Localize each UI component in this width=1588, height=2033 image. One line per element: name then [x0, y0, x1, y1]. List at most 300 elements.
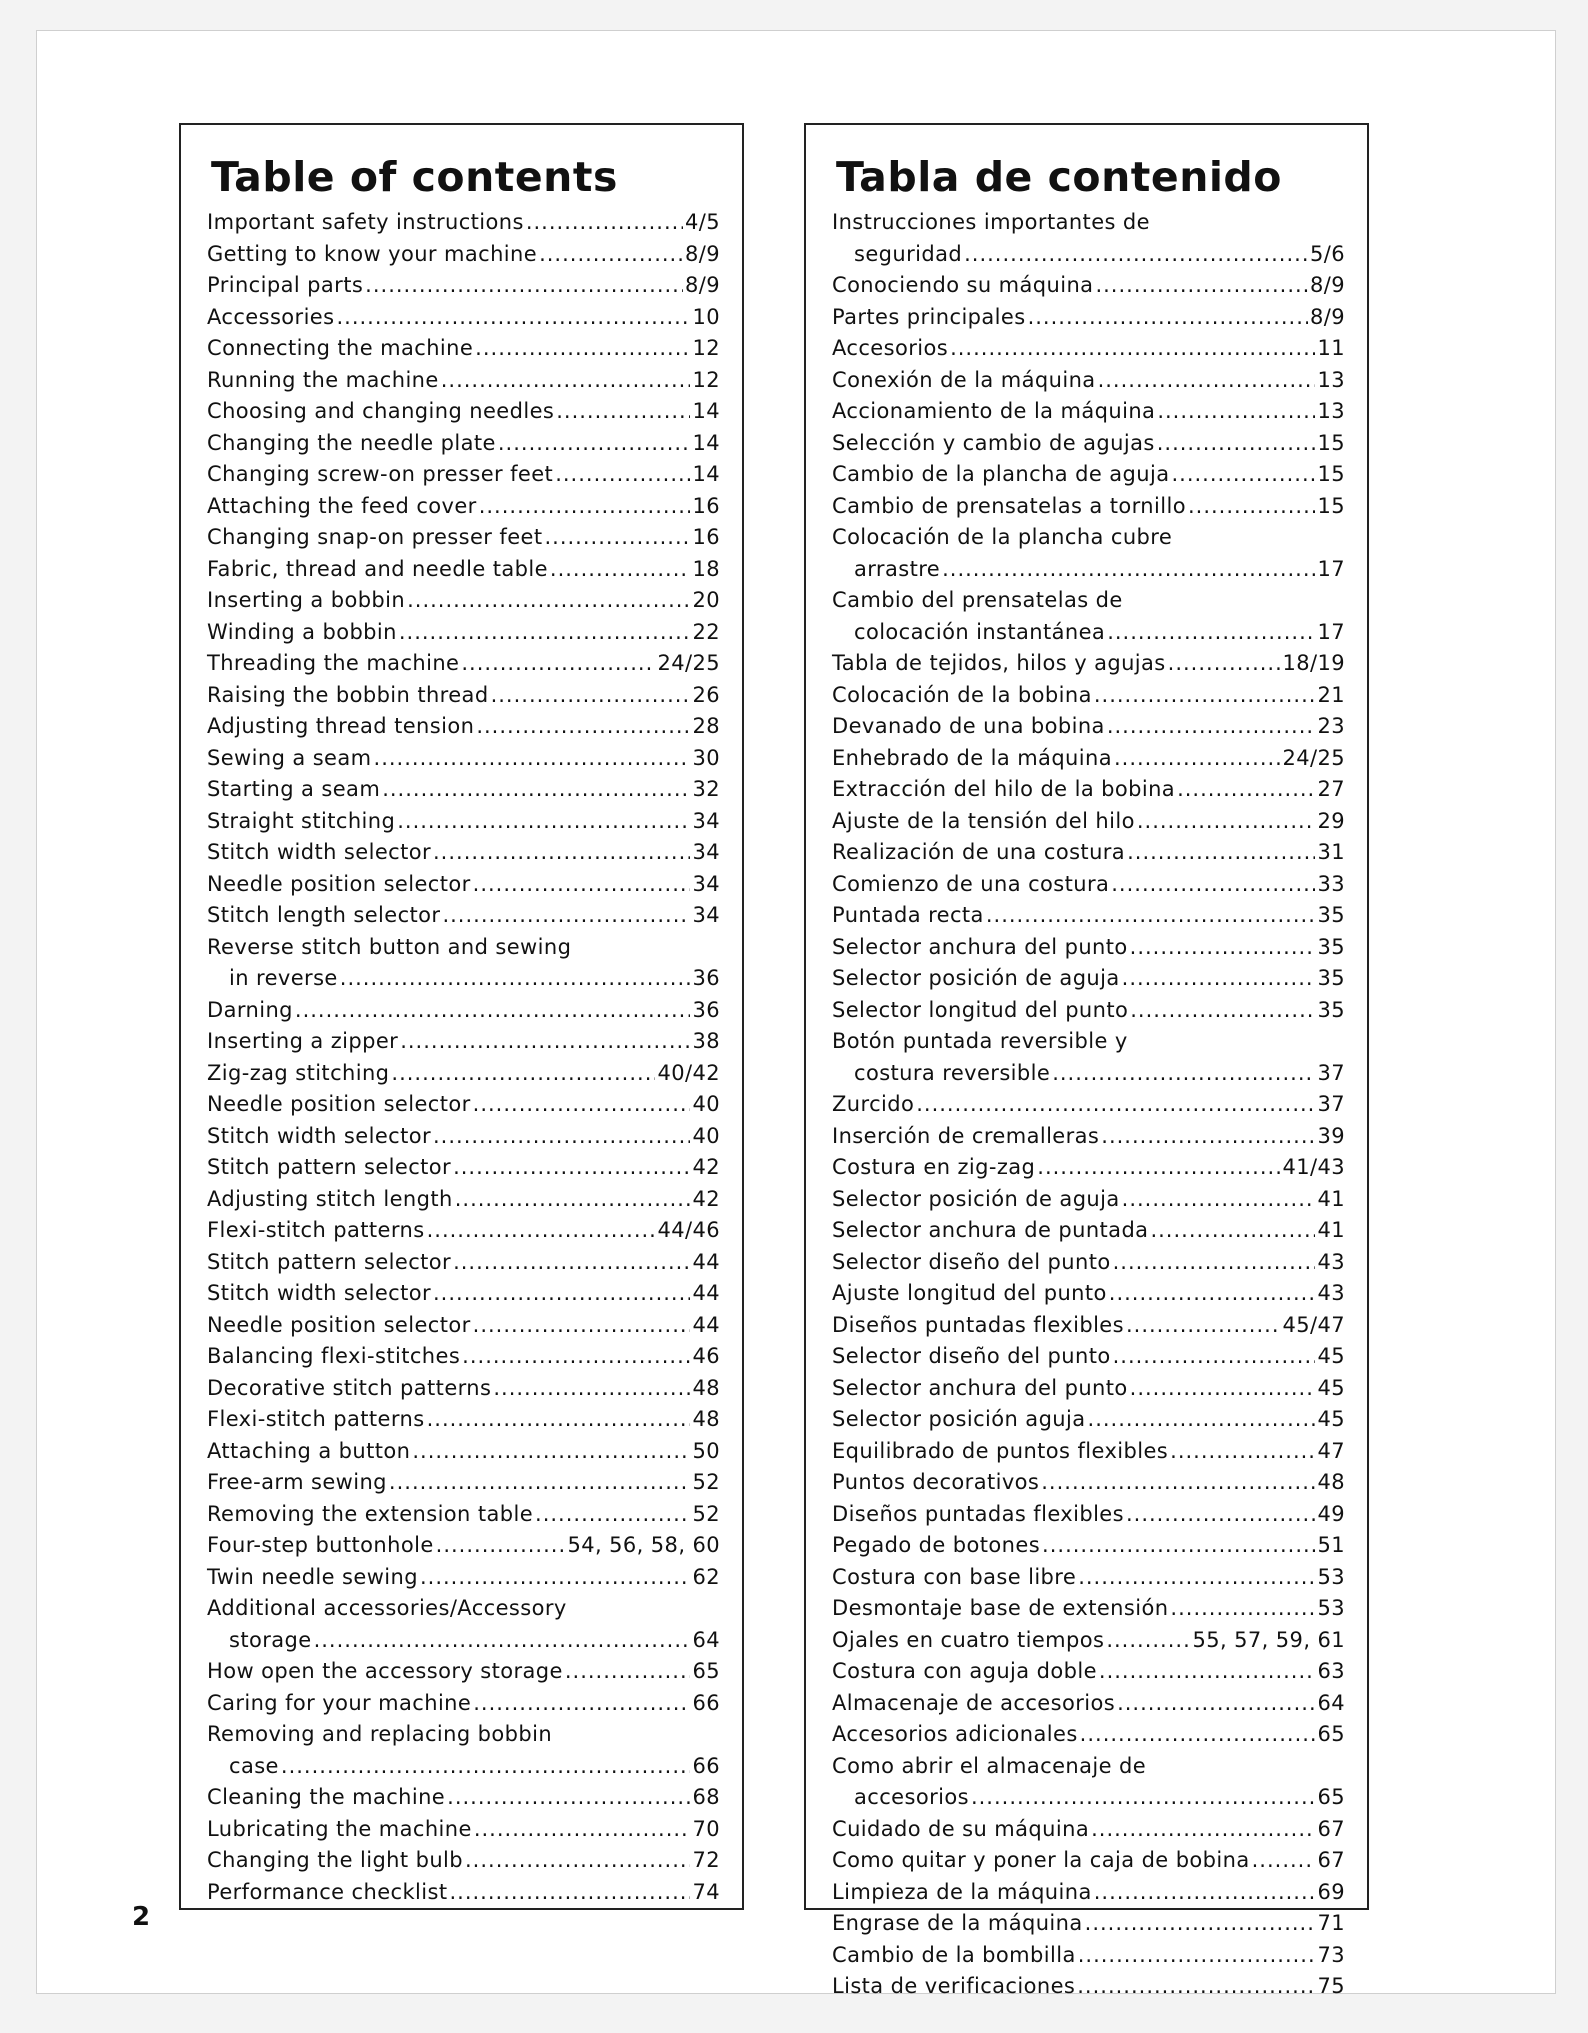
toc-entry-page: 66: [692, 1690, 720, 1715]
toc-entry-line: [832, 869, 1345, 901]
toc-entry: [207, 1656, 720, 1688]
toc-entry: [207, 1593, 720, 1656]
toc-entry-title: Selector anchura de puntada: [832, 1218, 1149, 1242]
dot-leader: [1114, 743, 1280, 775]
toc-entry: [207, 1278, 720, 1310]
dot-leader: [400, 1026, 690, 1058]
toc-entry-page: 44/46: [657, 1218, 720, 1242]
toc-entry: [832, 869, 1345, 901]
toc-entry-line: [207, 1530, 720, 1562]
toc-entry-line: [832, 1688, 1345, 1720]
toc-entry: [207, 1499, 720, 1531]
toc-entry-title-line: Como abrir el almacenaje de: [832, 1753, 1147, 1778]
toc-entry-line: [207, 522, 720, 554]
toc-entry-line: [207, 995, 720, 1027]
dot-leader: [1122, 1184, 1316, 1216]
toc-entry: [832, 1845, 1345, 1877]
toc-entry: [207, 743, 720, 775]
page-number: 2: [132, 1902, 151, 1932]
toc-entry-line: [832, 1404, 1345, 1436]
toc-entry-page: 40: [692, 1123, 720, 1148]
toc-entry-page: 18/19: [1282, 651, 1345, 675]
toc-entry-title: Stitch width selector: [207, 840, 431, 864]
toc-entry: [207, 459, 720, 491]
toc-entry: [832, 459, 1345, 491]
toc-entry-line: [832, 1373, 1345, 1405]
toc-entry: [207, 1089, 720, 1121]
toc-entry: [832, 1089, 1345, 1121]
toc-entry-page: 24/25: [657, 651, 720, 675]
toc-entry-page: 49: [1317, 1501, 1345, 1526]
toc-entry-line: [832, 1152, 1345, 1184]
toc-entry-line: [207, 869, 720, 901]
toc-entry: [207, 522, 720, 554]
toc-entry-page: 14: [692, 462, 720, 486]
toc-entry-page: 40/42: [657, 1060, 720, 1085]
toc-entry-title: Como quitar y poner la caja de bobina: [832, 1848, 1250, 1872]
toc-entry: [832, 1215, 1345, 1247]
toc-entry: [207, 648, 720, 680]
toc-entry: [207, 428, 720, 460]
toc-entry-page: 12: [692, 336, 720, 360]
dot-leader: [942, 554, 1315, 586]
toc-entry-line: [207, 1089, 720, 1121]
dot-leader: [1170, 1436, 1315, 1468]
toc-entry: [207, 900, 720, 932]
toc-entry-page: 36: [692, 966, 720, 990]
toc-entry-line: [832, 491, 1345, 523]
toc-entry-title: Cleaning the machine: [207, 1785, 446, 1809]
toc-entry-title: Attaching the feed cover: [207, 493, 477, 518]
toc-entry-page: 17: [1317, 619, 1345, 644]
toc-entry-title-line: Reverse stitch button and sewing: [207, 934, 572, 959]
toc-entry-page: 45/47: [1282, 1312, 1345, 1337]
toc-entry-page: 4/5: [685, 210, 720, 234]
toc-entry: [832, 774, 1345, 806]
toc-entry-title: Pegado de botones: [832, 1533, 1041, 1557]
toc-entry: [832, 1152, 1345, 1184]
toc-entry-title: Twin needle sewing: [207, 1564, 418, 1589]
dot-leader: [555, 459, 690, 491]
toc-entry-line: [832, 1877, 1345, 1909]
toc-entry-page: 18: [692, 556, 720, 581]
toc-entry-title: Tabla de tejidos, hilos y agujas: [832, 651, 1166, 675]
toc-entry: [207, 1215, 720, 1247]
toc-entry: [832, 585, 1345, 648]
dot-leader: [453, 1152, 690, 1184]
toc-entry-page: 14: [692, 430, 720, 455]
toc-entry-line: [207, 302, 720, 334]
dot-leader: [340, 963, 691, 995]
toc-entry-line: [207, 743, 720, 775]
dot-leader: [1130, 995, 1315, 1027]
toc-entry-title: Free-arm sewing: [207, 1470, 387, 1494]
toc-entry-page: 74: [692, 1879, 720, 1904]
toc-entry-page: 27: [1317, 777, 1345, 801]
toc-entry-page: 47: [1317, 1438, 1345, 1463]
toc-entry-page: 39: [1317, 1123, 1345, 1148]
toc-entry: [207, 1121, 720, 1153]
dot-leader: [455, 1184, 691, 1216]
toc-entry: [832, 648, 1345, 680]
toc-entry-page: 24/25: [1282, 745, 1345, 770]
toc-entry-title: Extracción del hilo de la bobina: [832, 777, 1176, 801]
toc-entry-line: [832, 932, 1345, 964]
toc-entry: [207, 1530, 720, 1562]
toc-entry: [207, 869, 720, 901]
dot-leader: [1109, 1278, 1316, 1310]
dot-leader: [412, 1436, 690, 1468]
toc-entry-title: Flexi-stitch patterns: [207, 1218, 425, 1242]
toc-entry-line: [207, 1688, 720, 1720]
toc-entry: [207, 333, 720, 365]
dot-leader: [407, 585, 690, 617]
dot-leader: [473, 869, 691, 901]
dot-leader: [1098, 365, 1316, 397]
toc-entry-title: Winding a bobbin: [207, 619, 397, 644]
toc-entry-title: Needle position selector: [207, 871, 471, 896]
toc-entry: [832, 1436, 1345, 1468]
toc-entry-title: Important safety instructions: [207, 210, 524, 234]
toc-entry-title: Changing the light bulb: [207, 1848, 463, 1872]
toc-entry-title: Selector posición aguja: [832, 1407, 1086, 1431]
dot-leader: [535, 1499, 690, 1531]
toc-entry-title: Selección y cambio de agujas: [832, 430, 1155, 455]
toc-entry-title: Realización de una costura: [832, 840, 1126, 864]
dot-leader: [1080, 1719, 1316, 1751]
toc-entry: [832, 1593, 1345, 1625]
toc-entry-page: 17: [1317, 556, 1345, 581]
toc-entry-title: Desmontaje base de extensión: [832, 1596, 1169, 1620]
toc-entry-title: Accesorios adicionales: [832, 1722, 1078, 1746]
toc-entry-page: 34: [692, 871, 720, 896]
dot-leader: [1078, 1562, 1315, 1594]
toc-entry-page: 10: [692, 304, 720, 329]
toc-entry: [207, 302, 720, 334]
toc-entry-title: Raising the bobbin thread: [207, 682, 489, 707]
toc-entry: [832, 396, 1345, 428]
toc-entry-line: [832, 302, 1345, 334]
toc-entry-page: 72: [692, 1848, 720, 1872]
dot-leader: [1126, 1310, 1280, 1342]
toc-entry: [207, 774, 720, 806]
toc-entry-title: Engrase de la máquina: [832, 1911, 1083, 1935]
dot-leader: [281, 1751, 691, 1783]
dot-leader: [1137, 806, 1316, 838]
toc-entry-line: [207, 333, 720, 365]
toc-entry-page: 41: [1317, 1218, 1345, 1242]
toc-entry-page: 12: [692, 367, 720, 392]
toc-entry-line: [207, 1058, 720, 1090]
toc-entry-page: 34: [692, 840, 720, 864]
toc-entry-page: 35: [1317, 966, 1345, 990]
dot-leader: [449, 1877, 690, 1909]
toc-entry: [832, 963, 1345, 995]
toc-entry-title-line: Botón puntada reversible y: [832, 1029, 1128, 1053]
dot-leader: [473, 1310, 691, 1342]
toc-entry-title: Performance checklist: [207, 1879, 448, 1904]
toc-entry-title: Partes principales: [832, 304, 1026, 329]
toc-entry-page: 8/9: [685, 273, 720, 297]
toc-entry-line: [832, 1467, 1345, 1499]
toc-entry-title: colocación instantánea: [854, 619, 1106, 644]
dot-leader: [433, 1278, 690, 1310]
toc-entry-page: 68: [692, 1785, 720, 1809]
dot-leader: [1099, 1656, 1316, 1688]
toc-entry-line: [207, 585, 720, 617]
dot-leader: [971, 1782, 1316, 1814]
toc-entry-title: Cambio de la plancha de aguja: [832, 462, 1170, 486]
toc-entry: [207, 617, 720, 649]
toc-entry: [207, 806, 720, 838]
dot-leader: [433, 1121, 690, 1153]
toc-entry-page: 65: [1317, 1722, 1345, 1746]
toc-entry: [832, 1404, 1345, 1436]
toc-entry-title: Adjusting stitch length: [207, 1186, 453, 1211]
toc-entry-page: 43: [1317, 1249, 1345, 1274]
toc-entry-title: Zurcido: [832, 1092, 915, 1116]
toc-entry-line: [207, 648, 720, 680]
toc-entry-line: [832, 270, 1345, 302]
dot-leader: [1126, 1499, 1315, 1531]
toc-entry: [832, 1026, 1345, 1089]
toc-entry-line: [832, 1908, 1345, 1940]
toc-entry-title: Selector anchura del punto: [832, 1375, 1128, 1400]
toc-entry: [832, 365, 1345, 397]
toc-entry: [207, 239, 720, 271]
toc-entry: [207, 1404, 720, 1436]
toc-entry-line: [207, 1625, 720, 1657]
toc-entry-title: Lubricating the machine: [207, 1816, 472, 1841]
toc-entry-page: 15: [1317, 430, 1345, 455]
toc-entry-title: Limpieza de la máquina: [832, 1879, 1092, 1904]
toc-entry-page: 8/9: [1310, 273, 1345, 297]
toc-entry-title: Selector longitud del punto: [832, 997, 1129, 1022]
toc-entry-title: Diseños puntadas flexibles: [832, 1312, 1124, 1337]
toc-entry-page: 15: [1317, 462, 1345, 486]
toc-entry-title: Colocación de la bobina: [832, 682, 1092, 707]
toc-spanish-box: [804, 123, 1369, 1998]
toc-entry-line: [832, 680, 1345, 712]
toc-entry-title: Costura con aguja doble: [832, 1659, 1097, 1683]
toc-entry-line: [207, 1310, 720, 1342]
toc-entry-title: Puntada recta: [832, 903, 984, 927]
toc-entry-line: [207, 1436, 720, 1468]
toc-entry-line: [207, 806, 720, 838]
toc-entry-line: [832, 1845, 1345, 1877]
toc-entry-line: [832, 333, 1345, 365]
toc-entry-title: Removing the extension table: [207, 1501, 534, 1526]
toc-entry-page: 38: [692, 1029, 720, 1053]
toc-entry-page: 51: [1317, 1533, 1345, 1557]
toc-entry-line: [832, 1184, 1345, 1216]
dot-leader: [1150, 1215, 1315, 1247]
toc-entry-page: 20: [692, 588, 720, 612]
dot-leader: [427, 1215, 656, 1247]
toc-entry: [207, 396, 720, 428]
toc-entry-title: Ojales en cuatro tiempos: [832, 1627, 1105, 1652]
toc-entry-line: [832, 428, 1345, 460]
toc-entry-title: Needle position selector: [207, 1092, 471, 1116]
dot-leader: [295, 995, 691, 1027]
toc-entry-line: [207, 963, 720, 995]
toc-entry-title-line: Instrucciones importantes de: [832, 210, 1150, 234]
dot-leader: [447, 1782, 690, 1814]
dot-leader: [476, 711, 690, 743]
toc-entry-page: 32: [692, 777, 720, 801]
toc-entry-line: [207, 1845, 720, 1877]
toc-entry: [207, 1814, 720, 1846]
toc-entry: [832, 1625, 1345, 1657]
toc-entry-title: Changing the needle plate: [207, 430, 496, 455]
toc-entry-line: [207, 554, 720, 586]
toc-entry-page: 44: [692, 1249, 720, 1274]
toc-entry-page: 16: [692, 493, 720, 518]
toc-entry-title: Accesorios: [832, 336, 949, 360]
toc-entry: [207, 491, 720, 523]
dot-leader: [544, 522, 690, 554]
toc-entry-title: Selector anchura del punto: [832, 934, 1128, 959]
dot-leader: [1085, 1908, 1316, 1940]
toc-entry-page: 15: [1317, 493, 1345, 518]
toc-entry-title: Almacenaje de accesorios: [832, 1690, 1116, 1715]
toc-entry: [832, 1908, 1345, 1940]
dot-leader: [473, 1688, 690, 1720]
toc-entry-title: Selector posición de aguja: [832, 1186, 1120, 1211]
toc-entry-title: Stitch width selector: [207, 1123, 431, 1148]
toc-entry-line: [832, 396, 1345, 428]
dot-leader: [389, 1467, 691, 1499]
toc-entry: [832, 680, 1345, 712]
toc-entry-title: Puntos decorativos: [832, 1470, 1040, 1494]
dot-leader: [397, 806, 690, 838]
toc-entry-line: [832, 1593, 1345, 1625]
toc-entry-title: Darning: [207, 997, 293, 1022]
toc-entry: [832, 1373, 1345, 1405]
dot-leader: [986, 900, 1316, 932]
dot-leader: [964, 239, 1308, 271]
toc-entry-page: 67: [1317, 1848, 1345, 1872]
dot-leader: [382, 774, 690, 806]
toc-entry-page: 35: [1317, 934, 1345, 959]
toc-entry-line: [207, 1467, 720, 1499]
toc-entry-line: [207, 1121, 720, 1153]
toc-entry-title: Devanado de una bobina: [832, 714, 1105, 738]
dot-leader: [1037, 1152, 1280, 1184]
toc-english-title: Table of contents: [211, 153, 618, 201]
toc-entry-page: 42: [692, 1186, 720, 1211]
toc-entry-page: 35: [1317, 997, 1345, 1022]
toc-entry: [207, 207, 720, 239]
toc-entry: [832, 995, 1345, 1027]
toc-entry-page: 42: [692, 1155, 720, 1179]
toc-entry: [832, 522, 1345, 585]
toc-entry-title: in reverse: [229, 966, 338, 990]
toc-entry-title: Running the machine: [207, 367, 439, 392]
toc-entry-page: 31: [1317, 840, 1345, 864]
toc-entry-line: [832, 1247, 1345, 1279]
toc-entry-line: [832, 1341, 1345, 1373]
toc-entry-title: Choosing and changing needles: [207, 399, 555, 423]
toc-entry-page: 26: [692, 682, 720, 707]
toc-entry-title: Cambio de la bombilla: [832, 1942, 1076, 1967]
toc-entry-title: Zig-zag stitching: [207, 1060, 390, 1085]
toc-entry: [207, 837, 720, 869]
toc-entry-page: 50: [692, 1438, 720, 1463]
toc-entry: [207, 1184, 720, 1216]
toc-entry-title: Inserción de cremalleras: [832, 1123, 1100, 1148]
toc-entry: [207, 585, 720, 617]
toc-entry-page: 43: [1317, 1281, 1345, 1305]
toc-entry-page: 34: [692, 903, 720, 927]
toc-entry-line: [832, 1656, 1345, 1688]
toc-entry-page: 48: [692, 1407, 720, 1431]
toc-entry-title-line: Cambio del prensatelas de: [832, 588, 1123, 612]
dot-leader: [473, 1089, 691, 1121]
toc-entry-title: Lista de verificaciones: [832, 1974, 1076, 1998]
toc-entry-page: 40: [692, 1092, 720, 1116]
toc-entry-page: 5/6: [1310, 241, 1345, 266]
toc-entry: [207, 1562, 720, 1594]
toc-entry-title: Getting to know your machine: [207, 241, 538, 266]
toc-entry-title: Caring for your machine: [207, 1690, 472, 1715]
toc-entry-page: 41/43: [1282, 1155, 1345, 1179]
toc-entry: [832, 837, 1345, 869]
toc-entry: [207, 270, 720, 302]
toc-entry-line: [207, 900, 720, 932]
toc-entry-title: Changing snap-on presser feet: [207, 525, 543, 549]
toc-entry-title: Inserting a zipper: [207, 1029, 399, 1053]
toc-entry-title: Attaching a button: [207, 1438, 411, 1463]
toc-entry-page: 34: [692, 808, 720, 833]
toc-entry: [207, 995, 720, 1027]
toc-entry-page: 52: [692, 1470, 720, 1494]
toc-entry-line: [832, 774, 1345, 806]
toc-entry-line: [832, 1310, 1345, 1342]
toc-entry-title: Selector diseño del punto: [832, 1344, 1111, 1368]
dot-leader: [1117, 1688, 1315, 1720]
toc-entry-page: 45: [1317, 1407, 1345, 1431]
toc-entry-page: 37: [1317, 1092, 1345, 1116]
toc-entry: [207, 1373, 720, 1405]
toc-entry-line: [832, 239, 1345, 271]
toc-entry: [832, 1971, 1345, 2003]
toc-entry-line: [207, 1373, 720, 1405]
dot-leader: [1157, 396, 1315, 428]
dot-leader: [1094, 1877, 1316, 1909]
toc-entry-line: [832, 1058, 1345, 1090]
dot-leader: [1077, 1971, 1315, 2003]
dot-leader: [1111, 869, 1315, 901]
dot-leader: [1130, 1373, 1316, 1405]
toc-entry-title: storage: [229, 1627, 312, 1652]
dot-leader: [1171, 459, 1315, 491]
dot-leader: [1113, 1247, 1316, 1279]
toc-entry-page: 8/9: [1310, 304, 1345, 329]
toc-entry: [832, 1656, 1345, 1688]
toc-entry: [832, 1562, 1345, 1594]
toc-entry-title: Flexi-stitch patterns: [207, 1407, 425, 1431]
toc-entry-title: Stitch length selector: [207, 903, 441, 927]
toc-entry-page: 75: [1317, 1974, 1345, 1998]
toc-entry-title: Threading the machine: [207, 651, 460, 675]
dot-leader: [1107, 711, 1316, 743]
toc-entry-title: arrastre: [854, 556, 941, 581]
toc-entry-page: 48: [1317, 1470, 1345, 1494]
toc-entry-title-line: Colocación de la plancha cubre: [832, 525, 1173, 549]
toc-entry-title: accesorios: [854, 1785, 969, 1809]
toc-entry-line: [832, 711, 1345, 743]
